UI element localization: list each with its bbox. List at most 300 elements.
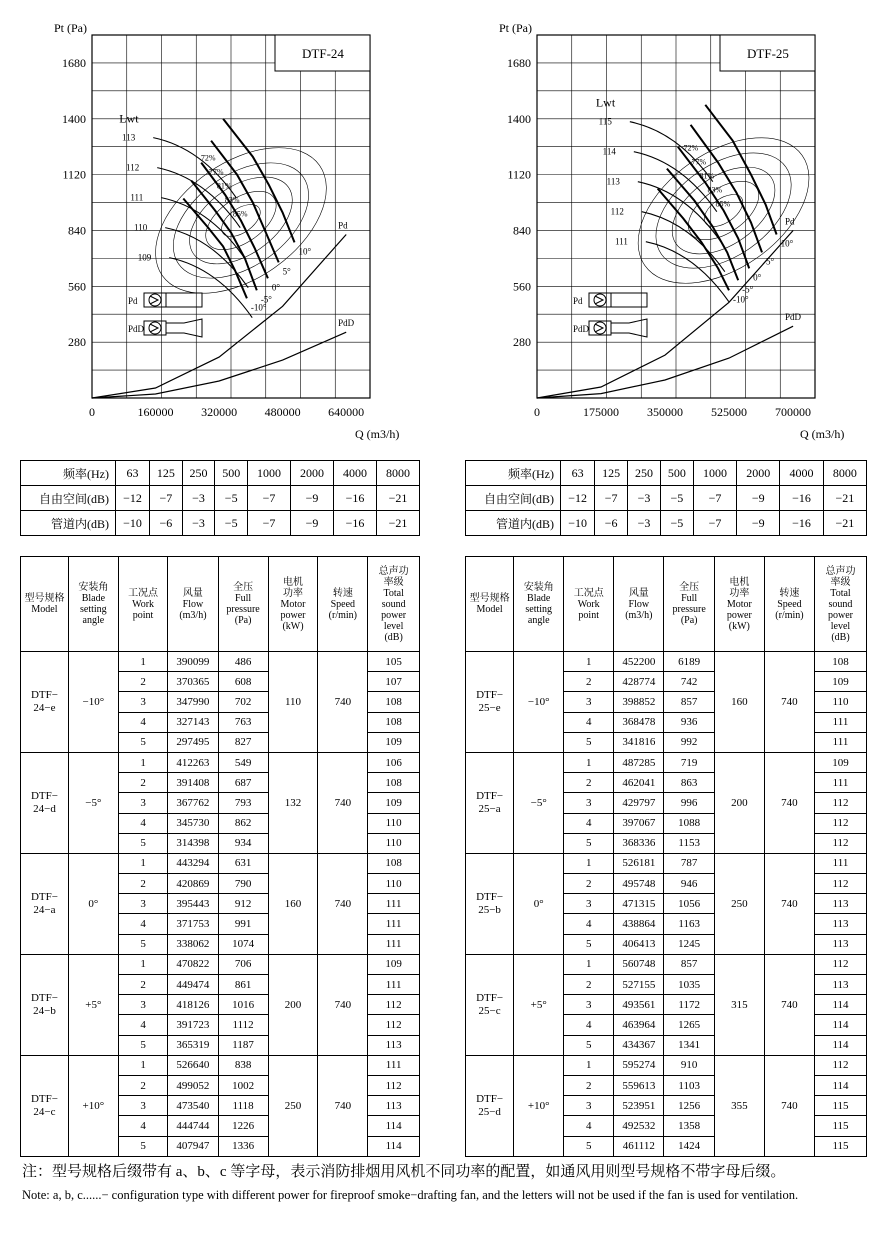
series-label: 10°	[298, 246, 312, 257]
freq-row	[21, 486, 420, 511]
flow-cell: 492532	[614, 1116, 664, 1136]
work-point-cell: 1	[118, 954, 168, 974]
y-tick-label: 840	[68, 223, 86, 238]
flow-cell: 473540	[168, 1096, 218, 1116]
fan-impeller-icon	[594, 294, 606, 306]
work-point-cell: 2	[118, 975, 168, 995]
freq-cell: 125	[595, 461, 628, 486]
speed-cell: 740	[318, 1055, 368, 1156]
freq-cell: 63	[116, 461, 150, 486]
work-point-cell: 5	[118, 934, 168, 954]
pressure-cell: 827	[218, 732, 268, 752]
power-cell: 160	[714, 652, 764, 753]
note-english: Note: a, b, c......− configuration type with different power for fireproof smoke−drafting fan, and the letters will not be used if the fan is used for ventilation.	[22, 1188, 799, 1202]
speed-cell: 740	[318, 954, 368, 1055]
perf-table-dtf-25	[465, 556, 867, 1157]
pressure-cell: 857	[664, 954, 714, 974]
angle-cell: +5°	[68, 954, 118, 1055]
freq-cell: 8000	[376, 461, 419, 486]
pressure-cell: 1424	[664, 1136, 714, 1156]
work-point-cell: 5	[118, 732, 168, 752]
work-point-cell: 4	[118, 813, 168, 833]
flow-cell: 347990	[168, 692, 218, 712]
sound-level-cell: 105	[368, 652, 420, 672]
sound-level-cell: 112	[368, 1015, 420, 1035]
angle-cell: −5°	[514, 752, 564, 853]
freq-row-label: 管道内(dB)	[466, 511, 561, 536]
flow-cell: 499052	[168, 1075, 218, 1095]
flow-cell: 368336	[614, 833, 664, 853]
power-cell: 200	[714, 752, 764, 853]
work-point-cell: 5	[564, 732, 614, 752]
table-row	[466, 954, 867, 974]
speed-cell: 740	[764, 1055, 814, 1156]
table-row	[21, 1055, 420, 1075]
work-point-cell: 2	[564, 975, 614, 995]
fan-blade-icon	[595, 296, 603, 304]
y-tick-label: 1120	[62, 167, 86, 182]
freq-row	[21, 511, 420, 536]
chart-dtf-24	[0, 0, 445, 455]
pressure-cell: 1358	[664, 1116, 714, 1136]
flow-cell: 428774	[614, 672, 664, 692]
flow-cell: 327143	[168, 712, 218, 732]
freq-cell: −5	[660, 486, 693, 511]
work-point-cell: 4	[564, 1116, 614, 1136]
pressure-cell: 1103	[664, 1075, 714, 1095]
work-point-cell: 5	[118, 1035, 168, 1055]
work-point-cell: 2	[118, 773, 168, 793]
freq-cell: 250	[628, 461, 661, 486]
sound-level-line	[165, 228, 248, 288]
freq-row-label: 管道内(dB)	[21, 511, 116, 536]
pressure-cell: 608	[218, 672, 268, 692]
sound-level-cell: 111	[368, 894, 420, 914]
perf-header-cell: 工况点 Work point	[564, 557, 614, 652]
speed-cell: 740	[318, 652, 368, 753]
flow-cell: 443294	[168, 853, 218, 873]
pressure-cell: 934	[218, 833, 268, 853]
power-cell: 250	[268, 1055, 318, 1156]
pressure-cell: 912	[218, 894, 268, 914]
freq-cell: −12	[116, 486, 150, 511]
sound-level-label: 113	[122, 132, 136, 143]
work-point-cell: 1	[564, 853, 614, 873]
flow-cell: 345730	[168, 813, 218, 833]
flow-cell: 452200	[614, 652, 664, 672]
sound-level-cell: 112	[814, 954, 866, 974]
table-row	[466, 752, 867, 772]
pressure-cell: 719	[664, 752, 714, 772]
pressure-cell: 996	[664, 793, 714, 813]
flow-cell: 341816	[614, 732, 664, 752]
sound-level-cell: 112	[814, 793, 866, 813]
freq-cell: 1000	[248, 461, 291, 486]
sound-level-cell: 113	[814, 934, 866, 954]
model-cell: DTF− 24−e	[21, 652, 69, 753]
sound-level-cell: 108	[368, 712, 420, 732]
efficiency-label: 83%	[224, 195, 240, 205]
speed-cell: 740	[764, 853, 814, 954]
fan-inlet-box	[589, 321, 611, 335]
fan-diffuser-box	[611, 319, 647, 337]
freq-cell: −21	[823, 511, 866, 536]
pressure-cell: 6189	[664, 652, 714, 672]
x-tick-label: 350000	[647, 405, 684, 419]
freq-cell: 125	[150, 461, 183, 486]
y-tick-label: 840	[513, 223, 531, 238]
freq-cell: −7	[248, 486, 291, 511]
perf-header-cell: 风量 Flow (m3/h)	[614, 557, 664, 652]
sound-level-cell: 111	[814, 773, 866, 793]
sound-level-cell: 113	[814, 894, 866, 914]
freq-cell: −3	[182, 511, 215, 536]
work-point-cell: 3	[564, 1096, 614, 1116]
pressure-cell: 1016	[218, 995, 268, 1015]
angle-cell: +5°	[514, 954, 564, 1055]
x-tick-label: 0	[534, 405, 540, 419]
series-label: PdD	[785, 312, 802, 323]
freq-cell: 4000	[780, 461, 823, 486]
flow-cell: 461112	[614, 1136, 664, 1156]
series-label: -5°	[260, 294, 272, 305]
pressure-cell: 706	[218, 954, 268, 974]
pressure-cell: 1172	[664, 995, 714, 1015]
model-cell: DTF− 24−d	[21, 752, 69, 853]
fan-blade-icon	[595, 324, 603, 332]
fan-blade-icon	[150, 324, 158, 332]
work-point-cell: 4	[564, 914, 614, 934]
sound-level-label: 115	[598, 116, 612, 127]
work-point-cell: 1	[564, 954, 614, 974]
fan-impeller-icon	[594, 322, 606, 334]
sound-level-line	[642, 212, 725, 272]
y-tick-label: 1120	[507, 167, 531, 182]
work-point-cell: 5	[118, 833, 168, 853]
perf-header-cell: 全压 Full pressure (Pa)	[218, 557, 268, 652]
sound-level-cell: 114	[368, 1116, 420, 1136]
freq-cell: −5	[660, 511, 693, 536]
power-cell: 160	[268, 853, 318, 954]
work-point-cell: 2	[118, 672, 168, 692]
x-tick-label: 160000	[137, 405, 174, 419]
model-cell: DTF− 25−e	[466, 652, 514, 753]
table-row	[21, 853, 420, 873]
fan-impeller-icon	[149, 322, 161, 334]
table-row	[21, 652, 420, 672]
freq-cell: −21	[376, 511, 419, 536]
perf-header-cell: 总声功 率级 Total sound power level (dB)	[814, 557, 866, 652]
sound-level-cell: 109	[368, 793, 420, 813]
work-point-cell: 4	[564, 1015, 614, 1035]
table-row	[21, 954, 420, 974]
efficiency-label: 77%	[691, 157, 707, 167]
work-point-cell: 5	[564, 1136, 614, 1156]
sound-level-cell: 114	[814, 1035, 866, 1055]
perf-header-cell: 工况点 Work point	[118, 557, 168, 652]
sound-level-cell: 115	[814, 1136, 866, 1156]
fan-outlet-box	[166, 293, 202, 307]
series-label: Pd	[338, 220, 348, 231]
table-row	[466, 853, 867, 873]
flow-cell: 297495	[168, 732, 218, 752]
fan-diffuser-box	[166, 319, 202, 337]
series-label: 10°	[780, 238, 794, 249]
work-point-cell: 1	[118, 1055, 168, 1075]
work-point-cell: 5	[118, 1136, 168, 1156]
efficiency-label: 83%	[707, 185, 723, 195]
y-tick-label: 1400	[62, 111, 86, 126]
work-point-cell: 4	[564, 813, 614, 833]
work-point-cell: 4	[118, 1116, 168, 1136]
freq-cell: −3	[182, 486, 215, 511]
freq-cell: −10	[561, 511, 595, 536]
flow-cell: 370365	[168, 672, 218, 692]
sound-level-cell: 111	[368, 934, 420, 954]
work-point-cell: 3	[118, 1096, 168, 1116]
flow-cell: 493561	[614, 995, 664, 1015]
flow-cell: 526640	[168, 1055, 218, 1075]
freq-cell: −21	[823, 486, 866, 511]
freq-cell: 250	[182, 461, 215, 486]
freq-cell: −16	[780, 486, 823, 511]
sound-level-cell: 108	[368, 773, 420, 793]
pressure-cell: 1163	[664, 914, 714, 934]
x-tick-label: 175000	[583, 405, 620, 419]
work-point-cell: 3	[118, 894, 168, 914]
freq-cell: −7	[693, 486, 736, 511]
flow-cell: 559613	[614, 1075, 664, 1095]
table-row	[466, 1055, 867, 1075]
flow-cell: 420869	[168, 874, 218, 894]
pressure-cell: 486	[218, 652, 268, 672]
fan-impeller-icon	[149, 294, 161, 306]
pressure-cell: 787	[664, 853, 714, 873]
speed-cell: 740	[764, 652, 814, 753]
series-label: -10°	[250, 302, 267, 313]
perf-header-cell: 转速 Speed (r/min)	[764, 557, 814, 652]
freq-cell: −10	[116, 511, 150, 536]
angle-cell: 0°	[514, 853, 564, 954]
sound-level-cell: 109	[814, 672, 866, 692]
series-label: PdD	[338, 318, 355, 329]
sound-level-cell: 110	[368, 813, 420, 833]
flow-cell: 407947	[168, 1136, 218, 1156]
pressure-cell: 1002	[218, 1075, 268, 1095]
work-point-cell: 2	[118, 1075, 168, 1095]
work-point-cell: 3	[564, 995, 614, 1015]
y-axis-label: Pt (Pa)	[499, 21, 532, 35]
angle-cell: 0°	[68, 853, 118, 954]
flow-cell: 412263	[168, 752, 218, 772]
flow-cell: 595274	[614, 1055, 664, 1075]
sound-level-cell: 110	[814, 692, 866, 712]
pressure-cell: 742	[664, 672, 714, 692]
freq-cell: 8000	[823, 461, 866, 486]
perf-header-row	[466, 557, 867, 652]
freq-cell: 4000	[334, 461, 377, 486]
freq-cell: −6	[595, 511, 628, 536]
legend-label: PdD	[128, 324, 145, 334]
flow-cell: 391408	[168, 773, 218, 793]
sound-level-cell: 108	[814, 652, 866, 672]
work-point-cell: 3	[118, 793, 168, 813]
lwt-label: Lwt	[595, 95, 616, 110]
perf-header-cell: 总声功 率级 Total sound power level (dB)	[368, 557, 420, 652]
pressure-cell: 1245	[664, 934, 714, 954]
freq-cell: −7	[248, 511, 291, 536]
perf-header-cell: 安装角 Blade setting angle	[68, 557, 118, 652]
efficiency-label: 81%	[699, 171, 715, 181]
chart-svg-dtf-24	[0, 0, 445, 455]
freq-cell: −9	[291, 486, 334, 511]
sound-level-cell: 112	[368, 995, 420, 1015]
pressure-cell: 702	[218, 692, 268, 712]
freq-table-left	[20, 460, 420, 536]
perf-header-cell: 安装角 Blade setting angle	[514, 557, 564, 652]
pressure-cell: 763	[218, 712, 268, 732]
sound-level-cell: 113	[368, 1096, 420, 1116]
pressure-cell: 861	[218, 975, 268, 995]
perf-header-cell: 风量 Flow (m3/h)	[168, 557, 218, 652]
work-point-cell: 4	[118, 914, 168, 934]
work-point-cell: 1	[118, 752, 168, 772]
pressure-cell: 1341	[664, 1035, 714, 1055]
sound-level-cell: 111	[368, 1055, 420, 1075]
freq-row	[466, 486, 867, 511]
work-point-cell: 3	[564, 692, 614, 712]
freq-cell: −5	[215, 511, 248, 536]
freq-cell: −16	[334, 486, 377, 511]
sound-level-cell: 109	[814, 752, 866, 772]
freq-table-right	[465, 460, 867, 536]
pressure-cell: 1336	[218, 1136, 268, 1156]
work-point-cell: 4	[118, 712, 168, 732]
efficiency-label: 77%	[208, 167, 224, 177]
pressure-cell: 992	[664, 732, 714, 752]
pressure-cell: 910	[664, 1055, 714, 1075]
pressure-cell: 1088	[664, 813, 714, 833]
series-label: 5°	[282, 266, 291, 277]
series-line	[705, 105, 776, 235]
sound-level-cell: 109	[368, 732, 420, 752]
pressure-cell: 838	[218, 1055, 268, 1075]
work-point-cell: 1	[564, 652, 614, 672]
speed-cell: 740	[318, 853, 368, 954]
fan-inlet-box	[589, 293, 611, 307]
pressure-cell: 1226	[218, 1116, 268, 1136]
flow-cell: 406413	[614, 934, 664, 954]
angle-cell: −10°	[514, 652, 564, 753]
sound-level-cell: 115	[814, 1116, 866, 1136]
freq-cell: −9	[737, 486, 780, 511]
work-point-cell: 3	[118, 692, 168, 712]
model-cell: DTF− 25−d	[466, 1055, 514, 1156]
pressure-cell: 687	[218, 773, 268, 793]
perf-header-cell: 转速 Speed (r/min)	[318, 557, 368, 652]
model-cell: DTF− 24−b	[21, 954, 69, 1055]
flow-cell: 338062	[168, 934, 218, 954]
fan-outlet-box	[611, 293, 647, 307]
pressure-cell: 991	[218, 914, 268, 934]
model-cell: DTF− 24−c	[21, 1055, 69, 1156]
x-tick-label: 320000	[201, 405, 238, 419]
work-point-cell: 1	[564, 1055, 614, 1075]
y-tick-label: 1680	[507, 55, 531, 70]
sound-level-cell: 110	[368, 833, 420, 853]
note-chinese: 注：型号规格后缀带有 a、b、c 等字母，表示消防排烟用风机不同功率的配置，如通风用则型号规格不带字母后缀。	[22, 1164, 786, 1180]
series-line	[667, 169, 738, 281]
pressure-cell: 1265	[664, 1015, 714, 1035]
pressure-cell: 1074	[218, 934, 268, 954]
freq-cell: −16	[780, 511, 823, 536]
sound-level-label: 111	[614, 236, 628, 247]
sound-level-cell: 112	[368, 1075, 420, 1095]
sound-level-cell: 107	[368, 672, 420, 692]
freq-cell: −3	[628, 486, 661, 511]
work-point-cell: 4	[564, 712, 614, 732]
sound-level-cell: 111	[368, 914, 420, 934]
model-cell: DTF− 25−a	[466, 752, 514, 853]
angle-cell: +10°	[514, 1055, 564, 1156]
pressure-cell: 1112	[218, 1015, 268, 1035]
sound-level-cell: 111	[368, 975, 420, 995]
x-axis-label: Q (m3/h)	[800, 427, 845, 441]
sound-level-cell: 109	[368, 954, 420, 974]
pressure-cell: 793	[218, 793, 268, 813]
perf-header-cell: 电机 功率 Motor power (kW)	[268, 557, 318, 652]
flow-cell: 368478	[614, 712, 664, 732]
freq-cell: 500	[660, 461, 693, 486]
sound-level-label: 112	[610, 206, 624, 217]
freq-header-row	[21, 461, 420, 486]
legend-label: PdD	[573, 324, 590, 334]
model-cell: DTF− 25−c	[466, 954, 514, 1055]
sound-level-cell: 108	[368, 853, 420, 873]
flow-cell: 314398	[168, 833, 218, 853]
x-axis-label: Q (m3/h)	[355, 427, 400, 441]
flow-cell: 463964	[614, 1015, 664, 1035]
pressure-cell: 1153	[664, 833, 714, 853]
perf-header-cell: 型号规格 Model	[466, 557, 514, 652]
series-label: Pd	[785, 216, 795, 227]
freq-cell: −21	[376, 486, 419, 511]
flow-cell: 523951	[614, 1096, 664, 1116]
x-tick-label: 525000	[711, 405, 748, 419]
perf-header-cell: 全压 Full pressure (Pa)	[664, 557, 714, 652]
fan-schematic	[128, 293, 202, 307]
flow-cell: 449474	[168, 975, 218, 995]
power-cell: 355	[714, 1055, 764, 1156]
work-point-cell: 3	[564, 894, 614, 914]
flow-cell: 527155	[614, 975, 664, 995]
series-line	[92, 235, 346, 399]
power-cell: 315	[714, 954, 764, 1055]
flow-cell: 371753	[168, 914, 218, 934]
flow-cell: 367762	[168, 793, 218, 813]
sound-level-cell: 114	[814, 995, 866, 1015]
work-point-cell: 5	[564, 934, 614, 954]
work-point-cell: 3	[118, 995, 168, 1015]
fan-schematic	[128, 319, 202, 337]
y-axis-label: Pt (Pa)	[54, 21, 87, 35]
efficiency-label: 85%	[715, 199, 731, 209]
sound-level-label: 112	[126, 162, 140, 173]
perf-header-cell: 电机 功率 Motor power (kW)	[714, 557, 764, 652]
flow-cell: 390099	[168, 652, 218, 672]
fan-blade-icon	[150, 296, 158, 304]
freq-row-label: 频率(Hz)	[466, 461, 561, 486]
